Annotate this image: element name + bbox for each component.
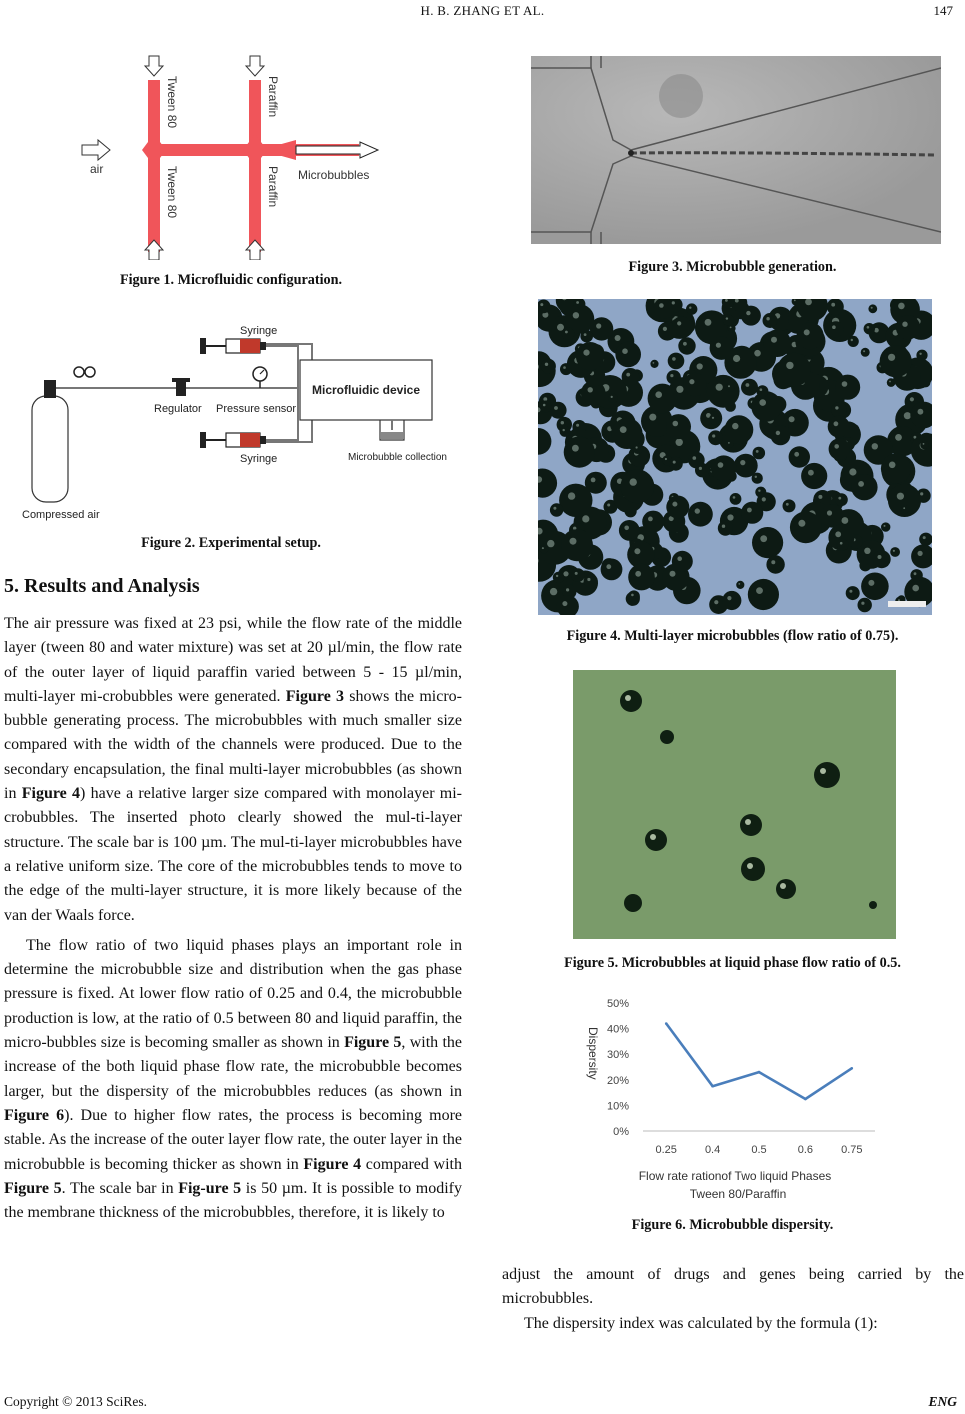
x-axis-label-line-1: Flow rate rationof Two liquid Phases (638, 1169, 832, 1183)
bubble (861, 348, 870, 357)
regulator-label: Regulator (154, 403, 202, 415)
data-point (804, 1098, 807, 1101)
bubble (683, 373, 706, 396)
bubble (880, 345, 912, 377)
bubble (601, 559, 623, 581)
x-axis-label-line-2: Tween 80/Paraffin (689, 1187, 787, 1201)
bubble (827, 299, 844, 315)
bubble (540, 401, 552, 413)
y-tick-label: 50% (606, 998, 629, 1010)
series-line (666, 1024, 852, 1100)
air-arrow (82, 140, 110, 160)
bubble (571, 568, 585, 582)
bubble (920, 441, 929, 450)
paragraph-3: adjust the amount of drugs and genes being carried by the microbubbles. (502, 1266, 964, 1308)
bubble (797, 322, 824, 349)
bubble (553, 572, 564, 583)
regulator-icon (176, 380, 186, 396)
bubble (828, 416, 850, 438)
left-column-text (4, 612, 462, 1225)
bubble (628, 590, 640, 602)
figure-5-photo (573, 670, 896, 939)
bubble (752, 527, 783, 558)
junction-1 (142, 134, 166, 166)
bubble (861, 573, 889, 601)
bubble (835, 375, 860, 400)
figure-ref: Fig-ure 5 (178, 1179, 242, 1197)
scale-bar (888, 601, 926, 607)
bubble (550, 503, 563, 516)
bubble (666, 414, 691, 439)
bubble (741, 502, 763, 524)
bubble (756, 385, 768, 397)
data-point (851, 1067, 854, 1070)
bubble (622, 368, 640, 386)
bubble (672, 316, 691, 335)
bubble (562, 327, 575, 340)
bubble (846, 586, 860, 600)
bubble (763, 313, 778, 328)
bubble (829, 438, 850, 459)
bubble (612, 418, 643, 449)
data-point (711, 1085, 714, 1088)
y-tick-label: 40% (606, 1023, 629, 1036)
bubble (707, 375, 740, 408)
inlet-arrow-tween-top (145, 56, 163, 76)
bubble (540, 545, 549, 554)
bubble (724, 346, 756, 378)
bubble (896, 315, 920, 339)
syringe-top (200, 338, 266, 354)
bubble (708, 430, 723, 445)
bubble (584, 574, 598, 588)
microbubbles-label: Microbubbles (298, 168, 370, 182)
bubble (741, 379, 758, 396)
air-label: air (90, 162, 104, 176)
bubble (550, 402, 567, 419)
figure-3-caption: Figure 3. Microbubble generation. (628, 259, 837, 275)
syringe-top-label: Syringe (240, 325, 278, 337)
bubble (881, 522, 890, 531)
bubble (619, 520, 640, 541)
syringe-line-bottom (265, 420, 312, 442)
x-tick-label: 0.5 (751, 1144, 767, 1156)
bubble (648, 384, 678, 414)
bubble (642, 511, 664, 533)
bubble (672, 551, 693, 572)
y-tick-label: 20% (606, 1074, 629, 1087)
section-title: 5. Results and Analysis (4, 575, 200, 597)
bubble (650, 360, 658, 368)
pressure-sensor-label: Pressure sensor (216, 403, 297, 415)
bubble (848, 336, 859, 347)
figure-2-caption: Figure 2. Experimental setup. (141, 535, 321, 551)
bubble (751, 391, 781, 421)
bubble (666, 496, 689, 519)
bubble (770, 425, 790, 445)
bubble (764, 329, 792, 357)
figure-5-caption: Figure 5. Microbubbles at liquid phase flow ratio of 0.5. (564, 955, 901, 971)
bubble (726, 383, 735, 392)
figure-4-caption: Figure 4. Multi-layer microbubbles (flow ratio of 0.75). (566, 628, 899, 644)
inlet-arrow-paraffin-bottom (246, 240, 264, 260)
syringe-bottom (200, 432, 266, 448)
bubble (766, 555, 784, 573)
cylinder-valve (44, 380, 56, 398)
gauge-icon (74, 367, 84, 377)
gauge-icon (85, 367, 95, 377)
x-tick-label: 0.6 (797, 1144, 814, 1156)
bubble (736, 581, 744, 589)
figure-ref: Figure 6 (4, 1106, 65, 1124)
footer-journal: ENG (928, 1394, 957, 1409)
bubble (858, 598, 872, 612)
bubble (881, 454, 911, 484)
bubble (868, 304, 877, 313)
bubble (777, 353, 811, 387)
figure-ref: Figure 5 (344, 1034, 402, 1052)
figure-ref: Figure 4 (21, 785, 81, 803)
gas-cylinder (32, 396, 68, 502)
bubble (709, 414, 719, 424)
paragraph-2: The flow ratio of two liquid phases plays an important role in determine the microbubble size and distribution when the gas phase pressure is fixed. At lower flow ratio of 0.25 and 0.4, the microbubble production is low, at the ratio of 0.5 between 80 and liquid paraffin, the micro-bubbles size is becoming smaller as shown in Figure 5, with the increase of the both liquid phase flow rate, the microbubble becomes larger, but the dispersity of the microbubbles reduces (as shown in Figure 6). Due to higher flow rates, the process is becoming more stable. As the increase of the outer layer flow rate, the outer layer in the microbubble is becoming thicker as shown in Figure 4 compared with Figure 5. The scale bar in Fig-ure 5 is 50 µm. It is possible to modify the membrane thickness of the microbubbles, therefore, it is likely to (4, 936, 463, 1222)
bubble (910, 569, 922, 581)
page-number: 147 (933, 3, 953, 18)
bubble (564, 437, 595, 468)
bubble (560, 426, 571, 437)
bubble (561, 529, 593, 561)
bubble (835, 493, 848, 506)
bubble (678, 337, 695, 354)
bubble (585, 472, 607, 494)
bubble (789, 446, 810, 467)
running-title: H. B. ZHANG ET AL. (420, 3, 545, 18)
collection-label: Microbubble collection (348, 452, 447, 463)
tween-bottom-label: Tween 80 (165, 166, 179, 219)
bubble (688, 502, 713, 527)
tween-top-label: Tween 80 (165, 76, 179, 129)
bubble (725, 415, 754, 444)
compressed-air-label: Compressed air (22, 509, 100, 521)
paragraph-1: The air pressure was fixed at 23 psi, while the flow rate of the middle layer (tween 80 and water mixture) was set at 20 µl/min, the flow rate of the outer layer of liquid paraffin varied between 5 - 15 µl/min, multi-layer mi-crobubbles were generated. Figure 3 shows the micro-bubble generating process. The microbubbles with much smaller size compared with the width of the channels were produced. Due to the secondary encapsulation, the final multi-layer microbubbles (as shown in Figure 4) have a relative larger size compared with monolayer mi-crobubbles. The inserted photo clearly showed the mul-ti-layer structure. The scale bar is 100 µm. The mul-ti-layer microbubbles have a relative uniform size. The core of the microbubbles tends to move to the edge of the multi-layer structure, it is more likely because of the van der Waals force. (4, 615, 463, 924)
figure-2-diagram (20, 308, 452, 522)
bubble (728, 324, 736, 332)
figure-6-chart (575, 993, 885, 1208)
bubble (801, 463, 827, 489)
inlet-arrow-tween-bottom (145, 240, 163, 260)
bubble (686, 303, 697, 314)
y-axis-label: Dispersity (586, 1027, 600, 1080)
bubble (851, 474, 877, 500)
bubble (790, 511, 822, 543)
bubble (608, 393, 618, 403)
device-label: Microfluidic device (312, 383, 421, 397)
figure-ref: Figure 5 (4, 1179, 62, 1197)
paraffin-top-label: Paraffin (266, 76, 280, 118)
bubble (718, 521, 733, 536)
bubble (723, 314, 734, 325)
bubble (621, 469, 655, 503)
bubble (783, 499, 796, 512)
bubble (730, 493, 742, 505)
syringe-bottom-label: Syringe (240, 453, 278, 465)
right-column-text (502, 1263, 964, 1336)
x-tick-label: 0.75 (841, 1144, 863, 1156)
bubble (734, 454, 758, 478)
data-point (665, 1022, 668, 1025)
figure-ref: Figure 4 (303, 1155, 362, 1173)
bubble (615, 342, 641, 368)
bubble (748, 579, 779, 610)
bubble (828, 321, 844, 337)
x-tick-label: 0.25 (655, 1144, 677, 1156)
paragraph-4: The dispersity index was calculated by the formula (1): (524, 1314, 878, 1332)
bubble (695, 463, 709, 477)
bubble (831, 402, 847, 418)
bubble (541, 359, 556, 374)
data-point (758, 1071, 761, 1074)
y-tick-label: 10% (606, 1100, 629, 1113)
bubble (711, 455, 737, 481)
x-tick-label: 0.4 (704, 1144, 721, 1156)
inlet-arrow-paraffin-top (246, 56, 264, 76)
bubble (901, 505, 909, 513)
running-header (0, 0, 965, 20)
bubble (864, 323, 875, 334)
y-tick-label: 30% (606, 1049, 629, 1062)
figure-1-diagram (60, 50, 400, 260)
bubble (628, 564, 655, 591)
footer-copyright: Copyright © 2013 SciRes. (4, 1394, 148, 1409)
figure-3-photo (531, 56, 941, 244)
nozzle (260, 140, 296, 160)
bubble (873, 550, 891, 568)
bubble (576, 342, 604, 370)
bubble (890, 547, 900, 557)
y-tick-label: 0% (613, 1126, 629, 1138)
figure-4-photo (538, 299, 932, 615)
bubble (837, 539, 849, 551)
figure-6-caption: Figure 6. Microbubble dispersity. (631, 1217, 834, 1233)
paraffin-bottom-label: Paraffin (266, 166, 280, 208)
bubble (722, 591, 741, 610)
bubble (669, 457, 683, 471)
figure-1-caption: Figure 1. Microfluidic configuration. (119, 272, 343, 288)
figure-ref: Figure 3 (285, 687, 345, 705)
bubble (919, 533, 932, 546)
chart-plot (607, 998, 875, 1156)
bubble (668, 353, 685, 370)
